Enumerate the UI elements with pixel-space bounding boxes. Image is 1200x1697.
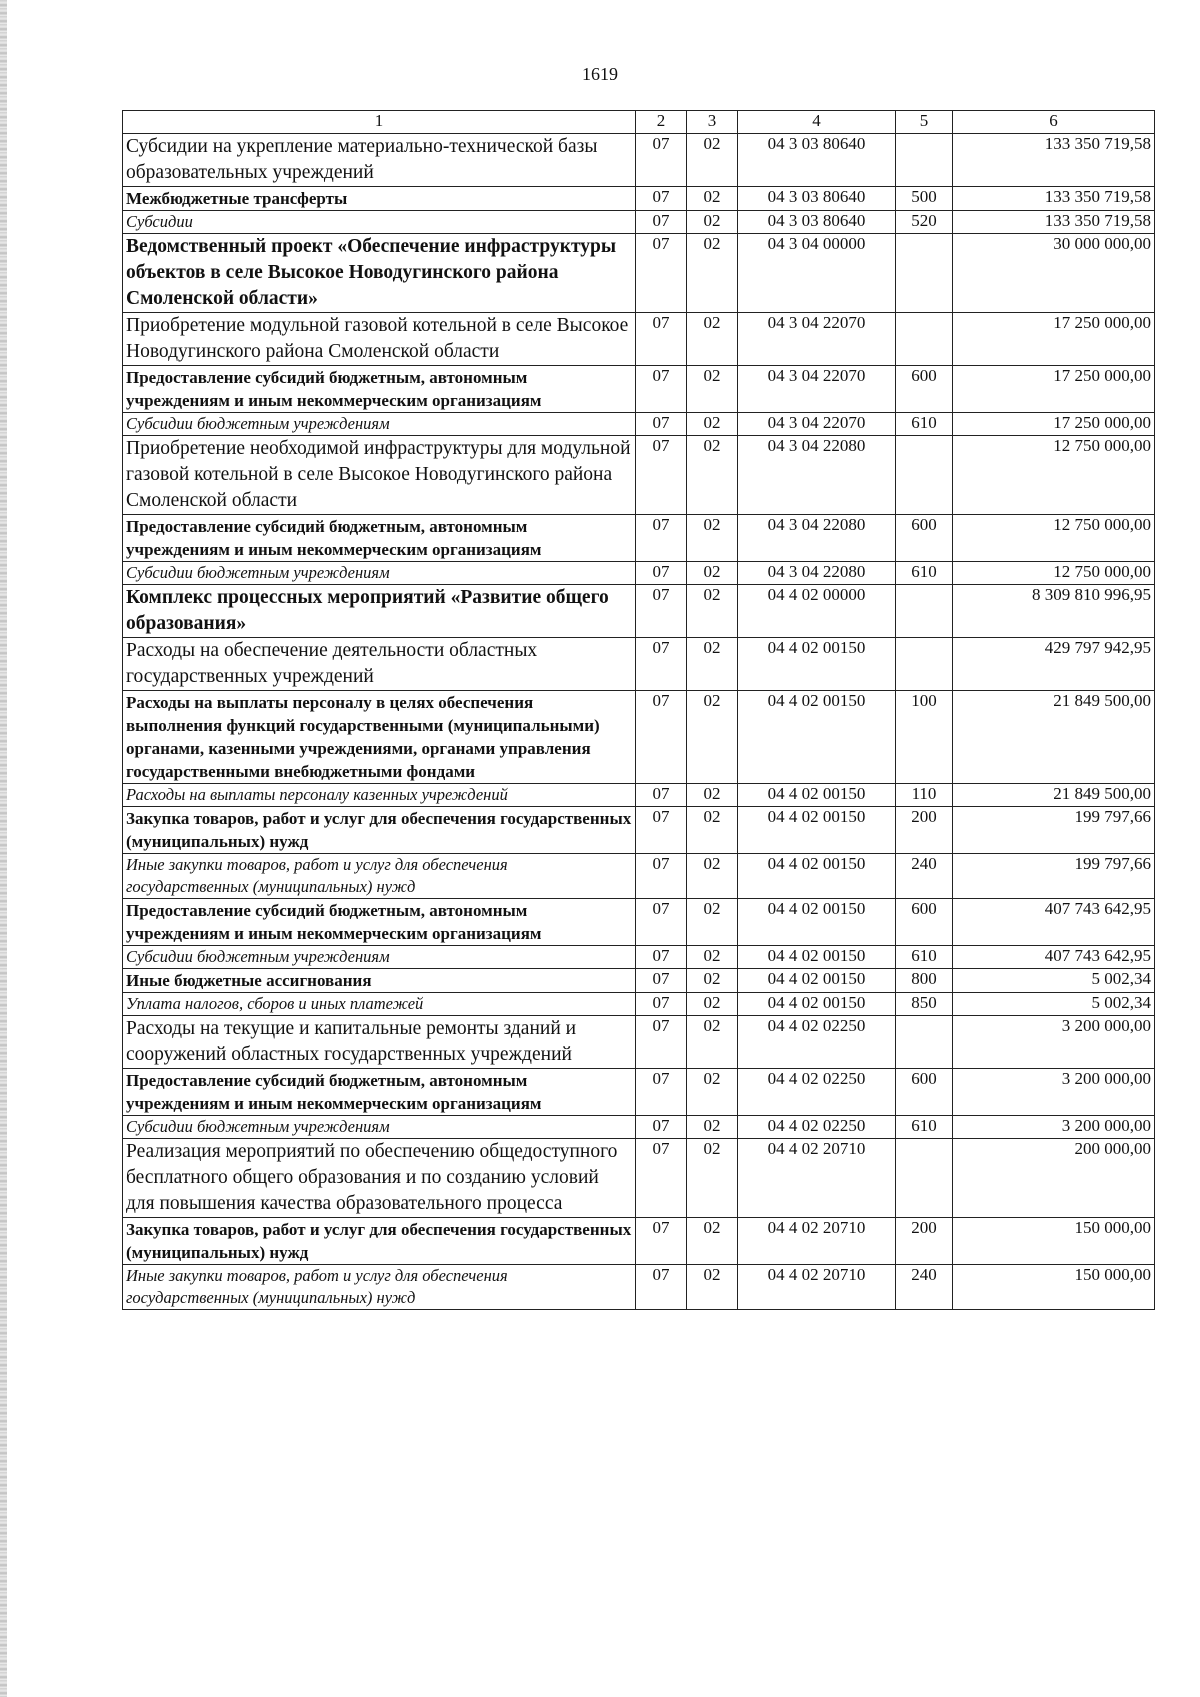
row-target-article-cell: 04 4 02 00150 xyxy=(738,807,896,854)
row-expense-type-cell: 200 xyxy=(896,807,953,854)
row-subsection-cell: 02 xyxy=(687,807,738,854)
row-expense-type-cell xyxy=(896,313,953,366)
row-section-cell: 07 xyxy=(636,313,687,366)
row-subsection-cell: 02 xyxy=(687,1218,738,1265)
table-row xyxy=(123,1016,1155,1069)
row-name-cell: Субсидии бюджетным учреждениям xyxy=(123,946,636,969)
row-name-cell: Субсидии бюджетным учреждениям xyxy=(123,1116,636,1139)
row-name-cell: Предоставление субсидий бюджетным, автономным учреждениям и иным некоммерческим организациям xyxy=(123,515,636,562)
row-name-cell: Ведомственный проект «Обеспечение инфраструктуры объектов в селе Высокое Новодугинского района Смоленской области» xyxy=(123,234,636,313)
row-expense-type-cell: 110 xyxy=(896,784,953,807)
row-expense-type-cell: 600 xyxy=(896,366,953,413)
row-amount-cell: 199 797,66 xyxy=(953,807,1155,854)
row-subsection-cell: 02 xyxy=(687,585,738,638)
table-row xyxy=(123,969,1155,993)
table-row xyxy=(123,366,1155,413)
table-row xyxy=(123,946,1155,969)
row-section-cell: 07 xyxy=(636,366,687,413)
row-section-cell: 07 xyxy=(636,134,687,187)
row-expense-type-cell: 600 xyxy=(896,515,953,562)
row-name-cell: Предоставление субсидий бюджетным, автономным учреждениям и иным некоммерческим организациям xyxy=(123,899,636,946)
row-target-article-cell: 04 3 04 22080 xyxy=(738,436,896,515)
row-expense-type-cell: 610 xyxy=(896,946,953,969)
row-name-cell: Субсидии бюджетным учреждениям xyxy=(123,562,636,585)
row-expense-type-cell: 600 xyxy=(896,1069,953,1116)
row-subsection-cell: 02 xyxy=(687,899,738,946)
row-expense-type-cell: 600 xyxy=(896,899,953,946)
table-row xyxy=(123,691,1155,784)
row-target-article-cell: 04 4 02 02250 xyxy=(738,1016,896,1069)
row-subsection-cell: 02 xyxy=(687,515,738,562)
row-section-cell: 07 xyxy=(636,562,687,585)
row-section-cell: 07 xyxy=(636,899,687,946)
row-amount-cell: 12 750 000,00 xyxy=(953,562,1155,585)
row-target-article-cell: 04 4 02 20710 xyxy=(738,1139,896,1218)
row-subsection-cell: 02 xyxy=(687,784,738,807)
row-target-article-cell: 04 4 02 00150 xyxy=(738,638,896,691)
row-target-article-cell: 04 4 02 20710 xyxy=(738,1265,896,1310)
row-target-article-cell: 04 3 03 80640 xyxy=(738,134,896,187)
row-section-cell: 07 xyxy=(636,1069,687,1116)
row-subsection-cell: 02 xyxy=(687,969,738,993)
row-subsection-cell: 02 xyxy=(687,1116,738,1139)
row-expense-type-cell: 800 xyxy=(896,969,953,993)
row-name-cell: Иные закупки товаров, работ и услуг для обеспечения государственных (муниципальных) нужд xyxy=(123,1265,636,1310)
table-row xyxy=(123,187,1155,211)
row-section-cell: 07 xyxy=(636,211,687,234)
row-amount-cell: 133 350 719,58 xyxy=(953,134,1155,187)
header-cell: 5 xyxy=(896,111,953,134)
row-section-cell: 07 xyxy=(636,436,687,515)
table-row xyxy=(123,1069,1155,1116)
row-name-cell: Субсидии xyxy=(123,211,636,234)
row-amount-cell: 17 250 000,00 xyxy=(953,313,1155,366)
row-subsection-cell: 02 xyxy=(687,313,738,366)
row-amount-cell: 12 750 000,00 xyxy=(953,436,1155,515)
row-section-cell: 07 xyxy=(636,969,687,993)
row-section-cell: 07 xyxy=(636,1265,687,1310)
row-expense-type-cell xyxy=(896,436,953,515)
row-subsection-cell: 02 xyxy=(687,413,738,436)
header-cell: 3 xyxy=(687,111,738,134)
row-expense-type-cell: 500 xyxy=(896,187,953,211)
row-expense-type-cell xyxy=(896,1139,953,1218)
row-amount-cell: 133 350 719,58 xyxy=(953,211,1155,234)
row-name-cell: Уплата налогов, сборов и иных платежей xyxy=(123,993,636,1016)
row-section-cell: 07 xyxy=(636,854,687,899)
header-cell: 4 xyxy=(738,111,896,134)
row-target-article-cell: 04 4 02 00150 xyxy=(738,854,896,899)
row-expense-type-cell: 520 xyxy=(896,211,953,234)
table-row xyxy=(123,134,1155,187)
row-name-cell: Иные бюджетные ассигнования xyxy=(123,969,636,993)
row-expense-type-cell xyxy=(896,1016,953,1069)
row-section-cell: 07 xyxy=(636,784,687,807)
row-expense-type-cell: 100 xyxy=(896,691,953,784)
row-amount-cell: 5 002,34 xyxy=(953,969,1155,993)
row-amount-cell: 407 743 642,95 xyxy=(953,899,1155,946)
row-expense-type-cell xyxy=(896,585,953,638)
row-name-cell: Приобретение модульной газовой котельной в селе Высокое Новодугинского района Смоленской области xyxy=(123,313,636,366)
row-name-cell: Субсидии на укрепление материально-технической базы образовательных учреждений xyxy=(123,134,636,187)
row-subsection-cell: 02 xyxy=(687,1016,738,1069)
row-subsection-cell: 02 xyxy=(687,946,738,969)
row-expense-type-cell: 240 xyxy=(896,1265,953,1310)
row-name-cell: Расходы на выплаты персоналу казенных учреждений xyxy=(123,784,636,807)
row-target-article-cell: 04 3 03 80640 xyxy=(738,211,896,234)
row-expense-type-cell: 850 xyxy=(896,993,953,1016)
row-expense-type-cell: 240 xyxy=(896,854,953,899)
table-row xyxy=(123,1218,1155,1265)
row-section-cell: 07 xyxy=(636,946,687,969)
row-amount-cell: 5 002,34 xyxy=(953,993,1155,1016)
row-subsection-cell: 02 xyxy=(687,1069,738,1116)
row-target-article-cell: 04 4 02 00150 xyxy=(738,691,896,784)
row-section-cell: 07 xyxy=(636,515,687,562)
row-target-article-cell: 04 3 04 22070 xyxy=(738,366,896,413)
row-amount-cell: 407 743 642,95 xyxy=(953,946,1155,969)
row-expense-type-cell xyxy=(896,638,953,691)
row-amount-cell: 3 200 000,00 xyxy=(953,1069,1155,1116)
row-amount-cell: 3 200 000,00 xyxy=(953,1016,1155,1069)
row-subsection-cell: 02 xyxy=(687,1139,738,1218)
row-amount-cell: 3 200 000,00 xyxy=(953,1116,1155,1139)
table-row xyxy=(123,993,1155,1016)
row-name-cell: Межбюджетные трансферты xyxy=(123,187,636,211)
table-row xyxy=(123,515,1155,562)
header-cell: 1 xyxy=(123,111,636,134)
row-amount-cell: 8 309 810 996,95 xyxy=(953,585,1155,638)
scan-edge xyxy=(0,0,7,1697)
row-name-cell: Реализация мероприятий по обеспечению общедоступного бесплатного общего образования и по созданию условий для повышения качества образовательного процесса xyxy=(123,1139,636,1218)
row-expense-type-cell: 200 xyxy=(896,1218,953,1265)
row-amount-cell: 150 000,00 xyxy=(953,1218,1155,1265)
row-expense-type-cell xyxy=(896,234,953,313)
row-target-article-cell: 04 3 04 22080 xyxy=(738,515,896,562)
row-target-article-cell: 04 4 02 00150 xyxy=(738,946,896,969)
table-row xyxy=(123,234,1155,313)
row-name-cell: Предоставление субсидий бюджетным, автономным учреждениям и иным некоммерческим организациям xyxy=(123,366,636,413)
table-row xyxy=(123,899,1155,946)
row-amount-cell: 200 000,00 xyxy=(953,1139,1155,1218)
row-amount-cell: 30 000 000,00 xyxy=(953,234,1155,313)
row-subsection-cell: 02 xyxy=(687,691,738,784)
row-section-cell: 07 xyxy=(636,993,687,1016)
row-section-cell: 07 xyxy=(636,638,687,691)
row-target-article-cell: 04 4 02 20710 xyxy=(738,1218,896,1265)
row-section-cell: 07 xyxy=(636,807,687,854)
row-section-cell: 07 xyxy=(636,1218,687,1265)
row-section-cell: 07 xyxy=(636,413,687,436)
row-subsection-cell: 02 xyxy=(687,234,738,313)
row-expense-type-cell xyxy=(896,134,953,187)
row-name-cell: Расходы на текущие и капитальные ремонты зданий и сооружений областных государственных учреждений xyxy=(123,1016,636,1069)
row-section-cell: 07 xyxy=(636,585,687,638)
row-target-article-cell: 04 4 02 02250 xyxy=(738,1116,896,1139)
table-row xyxy=(123,413,1155,436)
table-row xyxy=(123,436,1155,515)
row-name-cell: Закупка товаров, работ и услуг для обеспечения государственных (муниципальных) нужд xyxy=(123,1218,636,1265)
row-expense-type-cell: 610 xyxy=(896,562,953,585)
row-amount-cell: 21 849 500,00 xyxy=(953,784,1155,807)
table-row xyxy=(123,854,1155,899)
row-target-article-cell: 04 4 02 02250 xyxy=(738,1069,896,1116)
table-row xyxy=(123,1139,1155,1218)
table-row xyxy=(123,784,1155,807)
row-expense-type-cell: 610 xyxy=(896,413,953,436)
row-section-cell: 07 xyxy=(636,1016,687,1069)
row-name-cell: Иные закупки товаров, работ и услуг для обеспечения государственных (муниципальных) нужд xyxy=(123,854,636,899)
row-amount-cell: 17 250 000,00 xyxy=(953,366,1155,413)
row-target-article-cell: 04 3 04 22070 xyxy=(738,313,896,366)
row-target-article-cell: 04 4 02 00000 xyxy=(738,585,896,638)
row-amount-cell: 429 797 942,95 xyxy=(953,638,1155,691)
row-amount-cell: 133 350 719,58 xyxy=(953,187,1155,211)
row-amount-cell: 199 797,66 xyxy=(953,854,1155,899)
row-section-cell: 07 xyxy=(636,1116,687,1139)
table-row xyxy=(123,211,1155,234)
row-name-cell: Приобретение необходимой инфраструктуры для модульной газовой котельной в селе Высокое Новодугинского района Смоленской области xyxy=(123,436,636,515)
budget-table xyxy=(122,110,1155,1310)
row-target-article-cell: 04 3 04 22080 xyxy=(738,562,896,585)
table-row xyxy=(123,585,1155,638)
row-name-cell: Закупка товаров, работ и услуг для обеспечения государственных (муниципальных) нужд xyxy=(123,807,636,854)
row-section-cell: 07 xyxy=(636,187,687,211)
row-target-article-cell: 04 4 02 00150 xyxy=(738,899,896,946)
row-amount-cell: 17 250 000,00 xyxy=(953,413,1155,436)
row-name-cell: Расходы на обеспечение деятельности областных государственных учреждений xyxy=(123,638,636,691)
row-name-cell: Комплекс процессных мероприятий «Развитие общего образования» xyxy=(123,585,636,638)
table-row xyxy=(123,638,1155,691)
row-section-cell: 07 xyxy=(636,1139,687,1218)
row-subsection-cell: 02 xyxy=(687,854,738,899)
row-target-article-cell: 04 3 03 80640 xyxy=(738,187,896,211)
row-section-cell: 07 xyxy=(636,691,687,784)
row-subsection-cell: 02 xyxy=(687,562,738,585)
row-amount-cell: 150 000,00 xyxy=(953,1265,1155,1310)
row-name-cell: Субсидии бюджетным учреждениям xyxy=(123,413,636,436)
row-target-article-cell: 04 4 02 00150 xyxy=(738,969,896,993)
row-subsection-cell: 02 xyxy=(687,366,738,413)
row-subsection-cell: 02 xyxy=(687,211,738,234)
row-amount-cell: 12 750 000,00 xyxy=(953,515,1155,562)
row-target-article-cell: 04 3 04 22070 xyxy=(738,413,896,436)
row-section-cell: 07 xyxy=(636,234,687,313)
row-expense-type-cell: 610 xyxy=(896,1116,953,1139)
row-target-article-cell: 04 4 02 00150 xyxy=(738,784,896,807)
table-row xyxy=(123,807,1155,854)
header-cell: 6 xyxy=(953,111,1155,134)
row-target-article-cell: 04 4 02 00150 xyxy=(738,993,896,1016)
row-name-cell: Расходы на выплаты персоналу в целях обеспечения выполнения функций государственными (муниципальными) органами, казенными учреждениями, органами управления государственными внебюджетными фондами xyxy=(123,691,636,784)
table-row xyxy=(123,1265,1155,1310)
row-name-cell: Предоставление субсидий бюджетным, автономным учреждениям и иным некоммерческим организациям xyxy=(123,1069,636,1116)
table-row xyxy=(123,1116,1155,1139)
row-target-article-cell: 04 3 04 00000 xyxy=(738,234,896,313)
row-amount-cell: 21 849 500,00 xyxy=(953,691,1155,784)
table-row xyxy=(123,562,1155,585)
header-cell: 2 xyxy=(636,111,687,134)
row-subsection-cell: 02 xyxy=(687,187,738,211)
row-subsection-cell: 02 xyxy=(687,134,738,187)
table-row xyxy=(123,313,1155,366)
row-subsection-cell: 02 xyxy=(687,436,738,515)
row-subsection-cell: 02 xyxy=(687,1265,738,1310)
row-subsection-cell: 02 xyxy=(687,993,738,1016)
row-subsection-cell: 02 xyxy=(687,638,738,691)
table-header-row xyxy=(123,111,1155,134)
page-number: 1619 xyxy=(582,64,618,84)
